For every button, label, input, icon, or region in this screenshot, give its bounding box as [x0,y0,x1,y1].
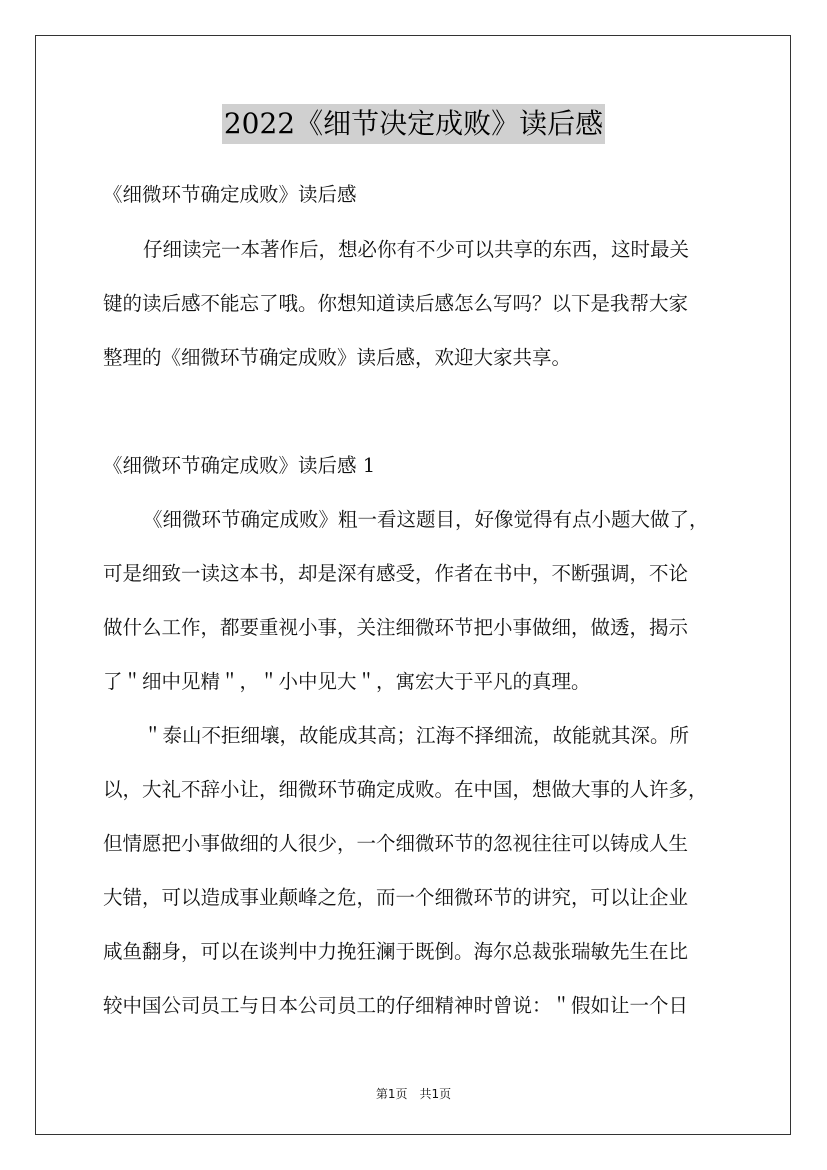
paragraph-line: 大错，可以造成事业颠峰之危，而一个细微环节的讲究，可以让企业 [103,886,689,909]
paragraph-line: 做什么工作，都要重视小事，关注细微环节把小事做细，做透，揭示 [103,616,689,639]
page-total: 共1页 [419,1087,452,1101]
paragraph-line: 但情愿把小事做细的人很少，一个细微环节的忽视往往可以铸成人生 [103,832,689,855]
title-container [0,104,827,144]
document-title: 2022《细节决定成败》读后感 [222,104,605,144]
paragraph-line: 可是细致一读这本书，却是深有感受，作者在书中，不断强调，不论 [103,562,689,585]
paragraph-line: 仔细读完一本著作后，想必你有不少可以共享的东西，这时最关 [143,238,690,261]
paragraph-line: ＂泰山不拒细壤，故能成其高；江海不择细流，故能就其深。所 [143,724,690,747]
page-footer [0,1085,827,1102]
subtitle-line: 《细微环节确定成败》读后感 [103,183,357,206]
paragraph-line: 《细微环节确定成败》粗一看这题目，好像觉得有点小题大做了， [143,508,709,531]
paragraph-line: 较中国公司员工与日本公司员工的仔细精神时曾说：＂假如让一个日 [103,994,689,1017]
page-number: 第1页 [375,1087,408,1101]
paragraph-line: 键的读后感不能忘了哦。你想知道读后感怎么写吗？以下是我帮大家 [103,292,689,315]
paragraph-line: 以，大礼不辞小让，细微环节确定成败。在中国，想做大事的人许多， [103,778,708,801]
paragraph-line: 咸鱼翻身，可以在谈判中力挽狂澜于既倒。海尔总裁张瑞敏先生在比 [103,940,689,963]
paragraph-line: 整理的《细微环节确定成败》读后感，欢迎大家共享。 [103,346,572,369]
paragraph-line: 了＂细中见精＂，＂小中见大＂，寓宏大于平凡的真理。 [103,670,591,693]
section-heading: 《细微环节确定成败》读后感 1 [103,454,376,477]
